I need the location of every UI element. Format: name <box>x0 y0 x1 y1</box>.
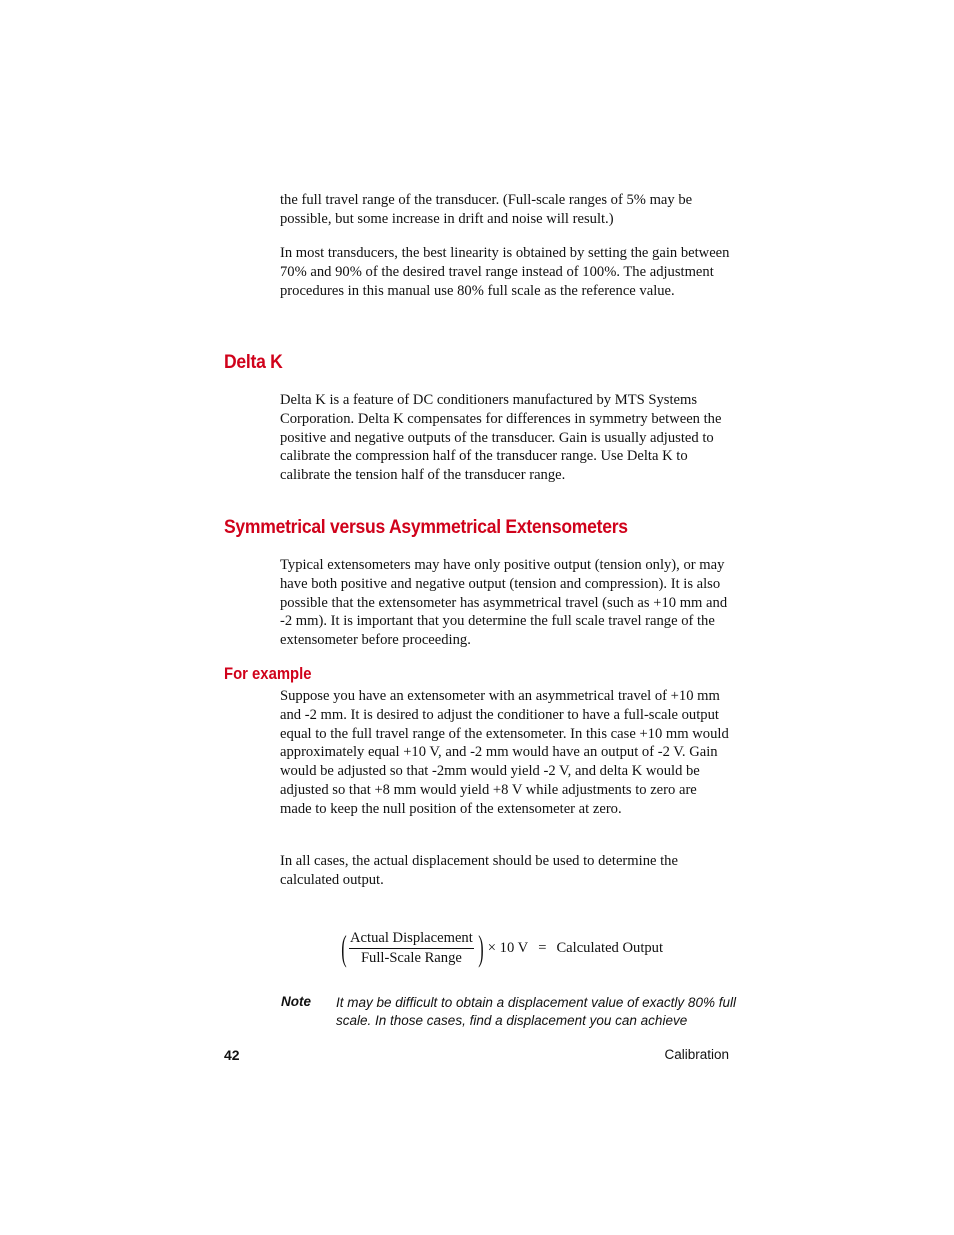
heading-symmetrical-extensometers: Symmetrical versus Asymmetrical Extensometers <box>224 516 628 538</box>
paragraph-linearity: In most transducers, the best linearity is obtained by setting the gain between 70% and 90% of the desired travel range instead of 100%. The adjustment procedures in this manual use 80% full scale as the reference value. <box>280 245 730 299</box>
note-label: Note <box>281 994 311 1009</box>
fraction-denominator: Full-Scale Range <box>360 949 462 966</box>
formula-result: Calculated Output <box>556 939 664 956</box>
calculated-output-formula <box>339 929 663 967</box>
paragraph-delta-k: Delta K is a feature of DC conditioners manufactured by MTS Systems Corporation. Delta K compensates for differences in symmetry between the positive and negative outputs of the transducer. Gain is usually adjusted to calibrate the compression half of the transducer range. Use Delta K to calibrate the tension half of the transducer range. <box>280 392 722 484</box>
formula-equals: = <box>538 939 547 956</box>
footer-section-title: Calibration <box>664 1047 729 1062</box>
paragraph-all-cases: In all cases, the actual displacement should be used to determine the calculated output. <box>280 853 678 888</box>
left-paren: ( <box>341 928 347 968</box>
fraction <box>347 930 476 967</box>
heading-for-example: For example <box>224 665 312 683</box>
paragraph-symmetrical: Typical extensometers may have only positive output (tension only), or may have both positive and negative output (tension and compression). It is also possible that the extensometer has asymmetrical travel (such as +10 mm and -2 mm). It is important that you determine the full scale travel range of the extensometer before proceeding. <box>280 557 728 649</box>
note-text: It may be difficult to obtain a displacement value of exactly 80% full scale. In those cases, find a displacement you can achieve <box>336 995 736 1028</box>
paragraph-example: Suppose you have an extensometer with an asymmetrical travel of +10 mm and -2 mm. It is desired to adjust the conditioner to have a full-scale output equal to the full travel range of the extensometer. In this case +10 mm would approximately equal +10 V, and -2 mm would have an output of -2 V. Gain would be adjusted so that -2mm would yield -2 V, and delta K would be adjusted so that +8 mm would yield +8 V while adjustments to zero are made to keep the null position of the extensometer at zero. <box>280 688 729 817</box>
right-paren: ) <box>477 928 484 968</box>
paragraph-travel-range: the full travel range of the transducer. (Full-scale ranges of 5% may be possible, but some increase in drift and noise will result.) <box>280 192 693 227</box>
heading-delta-k: Delta K <box>224 351 283 373</box>
formula-multiplier: × 10 V <box>487 939 529 956</box>
fraction-numerator: Actual Displacement <box>349 930 474 949</box>
page-number: 42 <box>224 1047 240 1063</box>
